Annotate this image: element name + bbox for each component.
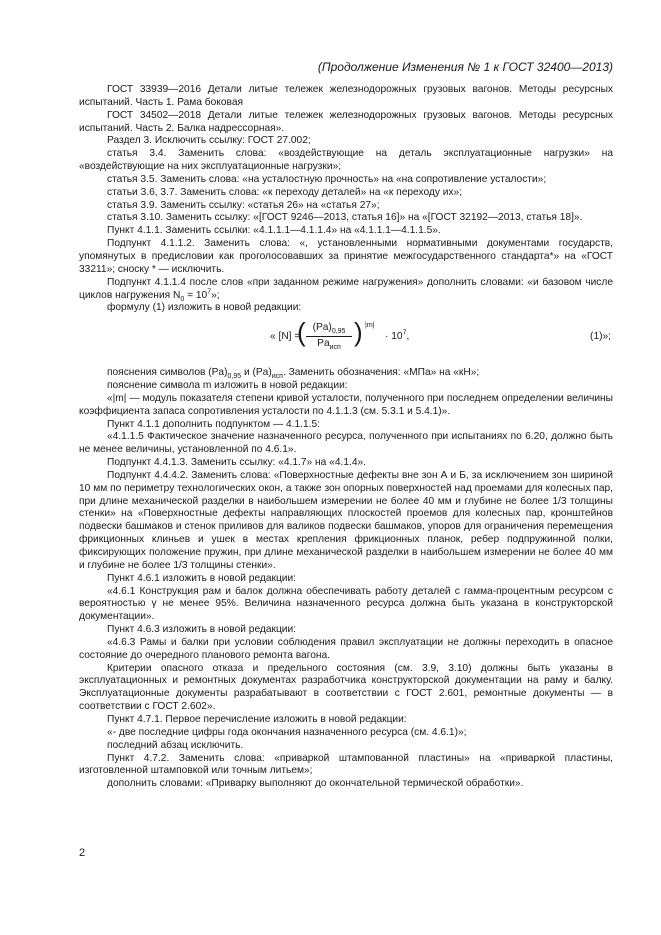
paragraph: Пункт 4.6.3 изложить в новой редакции: xyxy=(107,624,297,636)
text-segment: »; xyxy=(211,289,220,301)
subscript: 0,95 xyxy=(227,373,242,381)
paragraph: пояснение символа m изложить в новой редакции: xyxy=(107,380,348,392)
denominator-text: Pa xyxy=(317,338,330,350)
denominator-subscript: исп xyxy=(329,344,341,352)
paragraph: ГОСТ 34502—2018 Детали литые тележек железнодорожных грузовых вагонов. Методы ресурсных испытаний. Часть 2. Балка надрессорная». xyxy=(79,109,613,134)
paragraph: «4.6.1 Конструкция рам и балок должна обеспечивать работу деталей с гамма-процентным ресурсом с вероятностью γ не менее 95%. Величина назначенного ресурса должна быть указана в конструкторской документации». xyxy=(79,585,613,623)
formula-exponent: |m| xyxy=(365,322,375,330)
formula-rhs xyxy=(385,331,409,344)
page-header: (Продолжение Изменения № 1 к ГОСТ 32400—2013) xyxy=(317,60,613,74)
paragraph: Пункт 4.7.2. Заменить слова: «приваркой штампованной пластины» на «приваркой пластины, изготовленной штамповкой или точным литьем»; xyxy=(79,752,613,777)
paragraph: «4.6.3 Рамы и балки при условии соблюдения правил эксплуатации не должны переходить в опасное состояние до очередного планового ремонта вагона. xyxy=(79,636,613,661)
page-number: 2 xyxy=(79,847,86,859)
fraction-numerator xyxy=(306,322,352,337)
paragraph: статья 3.4. Заменить слова: «воздействующие на деталь эксплуатационные нагрузки» на «воздействующие на них эксплуатационные нагрузки»; xyxy=(79,148,613,173)
paragraph: Раздел 3. Исключить ссылку: ГОСТ 27.002; xyxy=(107,135,311,147)
paren-open: ( xyxy=(297,317,306,348)
document-body xyxy=(79,84,613,791)
paragraph: Пункт 4.1.1. Заменить ссылки: «4.1.1.1—4.1.1.4» на «4.1.1.1—4.1.1.5». xyxy=(107,225,441,237)
formula-1 xyxy=(79,317,613,355)
paragraph: «- две последние цифры года окончания назначенного ресурса (см. 4.6.1)»; xyxy=(107,726,467,738)
superscript: 7 xyxy=(207,288,212,296)
paragraph: последний абзац исключить. xyxy=(107,739,244,751)
spacer xyxy=(79,355,613,367)
paragraph: Подпункт 4.1.1.2. Заменить слова: «, установленными нормативными документами государств, упомянутых в предисловии как проголосовавших за принятие межгосударственного стандарта*» на «ГОСТ 33211»; сноску * — исключить. xyxy=(79,238,613,275)
paragraph: статья 3.5. Заменить слова: «на усталостную прочность» на «на сопротивление усталости»; xyxy=(107,173,547,185)
paragraph: «|m| — модуль показателя степени кривой усталости, полученного при последнем определении величины коэффициента запаса сопротивления усталости по 4.1.1.3 (см. 5.3.1 и 5.4.1)». xyxy=(79,392,613,417)
subscript: 0 xyxy=(180,295,185,303)
rhs-end: , xyxy=(406,331,410,343)
paragraph xyxy=(79,277,613,303)
text-segment: . Заменить обозначения: «МПа» на «кН»; xyxy=(282,367,480,379)
paragraph: Пункт 4.6.1 изложить в новой редакции: xyxy=(107,572,297,584)
formula-lhs: « [N] = xyxy=(270,331,301,343)
text-segment: = 10 xyxy=(184,289,208,301)
paragraph: «4.1.1.5 Фактическое значение назначенного ресурса, полученного при испытаниях по 6.20, должно быть не менее величины, установленной по 4.6.1». xyxy=(79,431,613,456)
paragraph: дополнить словами: «Приварку выполняют до окончательной термической обработки». xyxy=(107,778,524,790)
paragraph: статьи 3.6, 3.7. Заменить слова: «к переходу деталей» на «к переходу их»; xyxy=(107,186,463,198)
equation-number: (1)»; xyxy=(590,331,611,343)
paragraph: ГОСТ 33939—2016 Детали литые тележек железнодорожных грузовых вагонов. Методы ресурсных испытаний. Часть 1. Рама боковая xyxy=(79,84,613,108)
paragraph: Подпункт 4.4.1.3. Заменить ссылку: «4.1.7» на «4.1.4». xyxy=(107,457,366,469)
paragraph: Пункт 4.1.1 дополнить подпунктом — 4.1.1.5: xyxy=(107,418,320,430)
rhs-superscript: 7 xyxy=(402,329,407,337)
paragraph: формулу (1) изложить в новой редакции: xyxy=(107,302,302,314)
numerator-subscript: 0,95 xyxy=(331,328,346,336)
paragraph: Подпункт 4.4.4.2. Заменить слова: «Поверхностные дефекты вне зон А и Б, за исключением зон шириной 10 мм по периметру технологических окон, а также зон опорных поверхностей над проемами для колесных пар, при длине механической разделки в наибольшем измерении не более 40 мм и глубине не более 1/3 толщины стенки» на «Поверхностные дефекты направляющих плоскостей проемов для колесных пар, кронштейнов подвески башмаков и стенок приливов для валиков подвески башмаков, упоров для ограничения перемещения фрикционных клиньев и ушек в местах крепления фрикционных планок, ребер подпружинной полки, фиксирующих положение пружин, при длине механической разделки в наибольшем измерении не более 40 мм и глубине не более 1/3 толщины стенки». xyxy=(79,469,613,571)
text-segment: пояснения символов (Pa) xyxy=(107,367,228,379)
paragraph xyxy=(79,367,613,380)
text-segment: и (Pa) xyxy=(241,367,272,379)
numerator-text: (Pa) xyxy=(312,322,332,334)
fraction-denominator xyxy=(306,337,352,351)
paragraph: Пункт 4.7.1. Первое перечисление изложить в новой редакции: xyxy=(107,713,407,725)
subscript: исп xyxy=(271,373,283,381)
paragraph: статья 3.9. Заменить ссылку: «статья 26» на «статья 27»; xyxy=(107,199,380,211)
formula-fraction xyxy=(306,322,352,351)
paragraph: Критерии опасного отказа и предельного состояния (см. 3.9, 3.10) должны быть указаны в эксплуатационных и ремонтных документах разработчика конструкторской документации на раму и балку. Эксплуатационные документы разрабатывают в соответствии с ГОСТ 2.601, ремонтные документы — в соответствии с ГОСТ 2.602». xyxy=(79,662,613,713)
rhs-text: · 10 xyxy=(385,331,403,343)
paren-close: ) xyxy=(354,317,363,348)
text-segment: Подпункт 4.1.1.4 после слов «при заданном режиме нагружения» дополнить словами: «и базовом числе циклов нагружения N xyxy=(79,276,613,301)
paragraph: статья 3.10. Заменить ссылку: «[ГОСТ 9246—2013, статья 16]» на «[ГОСТ 32192—2013, статья 18]». xyxy=(107,212,583,224)
